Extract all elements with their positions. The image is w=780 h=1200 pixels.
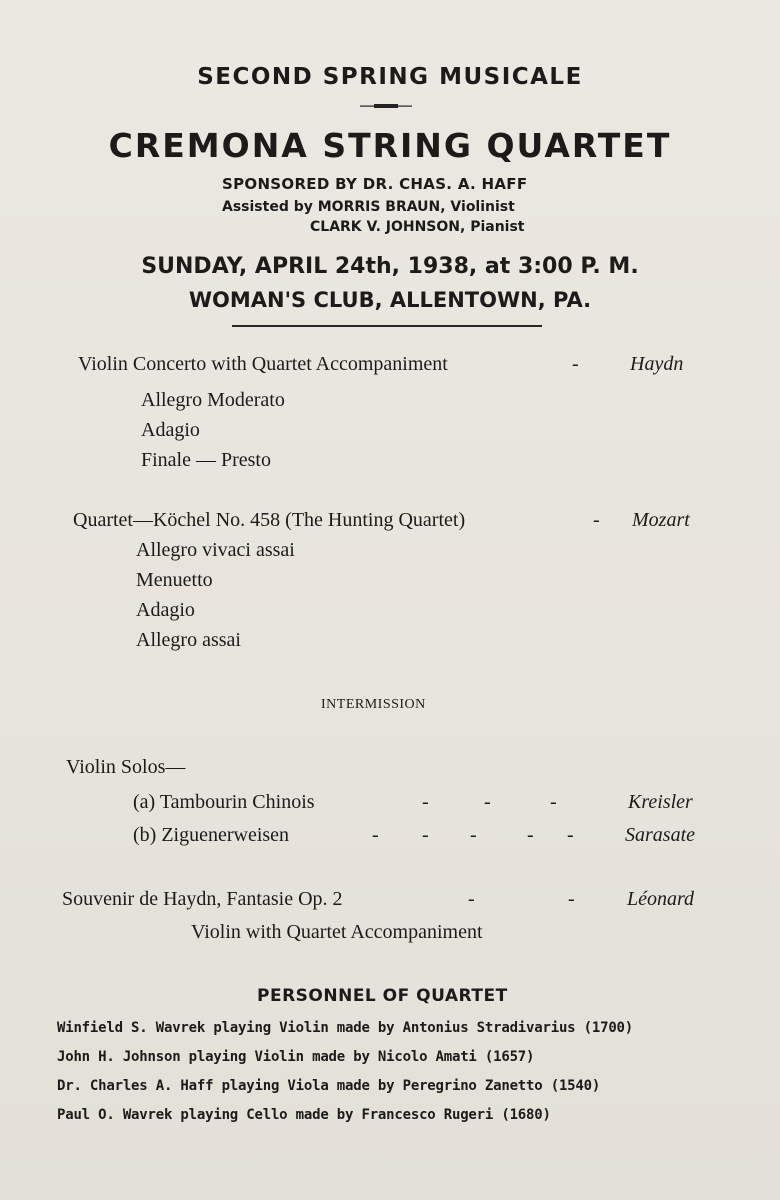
solos-heading: Violin Solos— bbox=[66, 756, 186, 778]
assisted-line-1: Assisted by MORRIS BRAUN, Violinist bbox=[222, 199, 515, 215]
movement: Finale — Presto bbox=[141, 449, 271, 471]
personnel-heading: PERSONNEL OF QUARTET bbox=[257, 986, 508, 1006]
dash: - bbox=[484, 791, 491, 813]
dash: - bbox=[470, 824, 477, 846]
personnel-member: Dr. Charles A. Haff playing Viola made by Peregrino Zanetto (1540) bbox=[57, 1078, 601, 1094]
movement: Adagio bbox=[141, 419, 200, 441]
work1-composer: Haydn bbox=[630, 353, 684, 375]
dash: - bbox=[468, 888, 475, 910]
dash: - bbox=[527, 824, 534, 846]
movement: Allegro vivaci assai bbox=[136, 539, 295, 561]
dash: - bbox=[372, 824, 379, 846]
work1-title: Violin Concerto with Quartet Accompaniment bbox=[78, 353, 448, 375]
personnel-member: Paul O. Wavrek playing Cello made by Francesco Rugeri (1680) bbox=[57, 1107, 551, 1123]
personnel-member: John H. Johnson playing Violin made by Nicolo Amati (1657) bbox=[57, 1049, 535, 1065]
work4-note: Violin with Quartet Accompaniment bbox=[191, 921, 483, 943]
assisted-line-2: CLARK V. JOHNSON, Pianist bbox=[310, 219, 525, 235]
movement: Adagio bbox=[136, 599, 195, 621]
dash: - bbox=[572, 353, 579, 375]
work2-title: Quartet—Köchel No. 458 (The Hunting Quartet) bbox=[73, 509, 466, 531]
event-venue: WOMAN'S CLUB, ALLENTOWN, PA. bbox=[188, 288, 592, 312]
movement: Menuetto bbox=[136, 569, 213, 591]
solo-composer: Sarasate bbox=[625, 824, 695, 846]
dash: - bbox=[422, 824, 429, 846]
dash: - bbox=[568, 888, 575, 910]
work4-composer: Léonard bbox=[627, 888, 695, 910]
series-title: SECOND SPRING MUSICALE bbox=[197, 64, 583, 90]
dash: - bbox=[422, 791, 429, 813]
solo-item: (a) Tambourin Chinois bbox=[133, 791, 315, 813]
dash: - bbox=[593, 509, 600, 531]
divider-ornament bbox=[360, 103, 412, 109]
intermission-label: INTERMISSION bbox=[321, 697, 426, 712]
event-date: SUNDAY, APRIL 24th, 1938, at 3:00 P. M. bbox=[141, 254, 639, 279]
work4-title: Souvenir de Haydn, Fantasie Op. 2 bbox=[62, 888, 343, 910]
ensemble-title: CREMONA STRING QUARTET bbox=[108, 126, 672, 165]
dash: - bbox=[550, 791, 557, 813]
header-rule bbox=[232, 325, 542, 327]
sponsor-line: SPONSORED BY DR. CHAS. A. HAFF bbox=[222, 175, 528, 193]
movement: Allegro assai bbox=[136, 629, 241, 651]
movement: Allegro Moderato bbox=[141, 389, 285, 411]
personnel-member: Winfield S. Wavrek playing Violin made by Antonius Stradivarius (1700) bbox=[57, 1020, 634, 1036]
solo-composer: Kreisler bbox=[628, 791, 693, 813]
solo-item: (b) Ziguenerweisen bbox=[133, 824, 290, 846]
work2-composer: Mozart bbox=[632, 509, 690, 531]
dash: - bbox=[567, 824, 574, 846]
